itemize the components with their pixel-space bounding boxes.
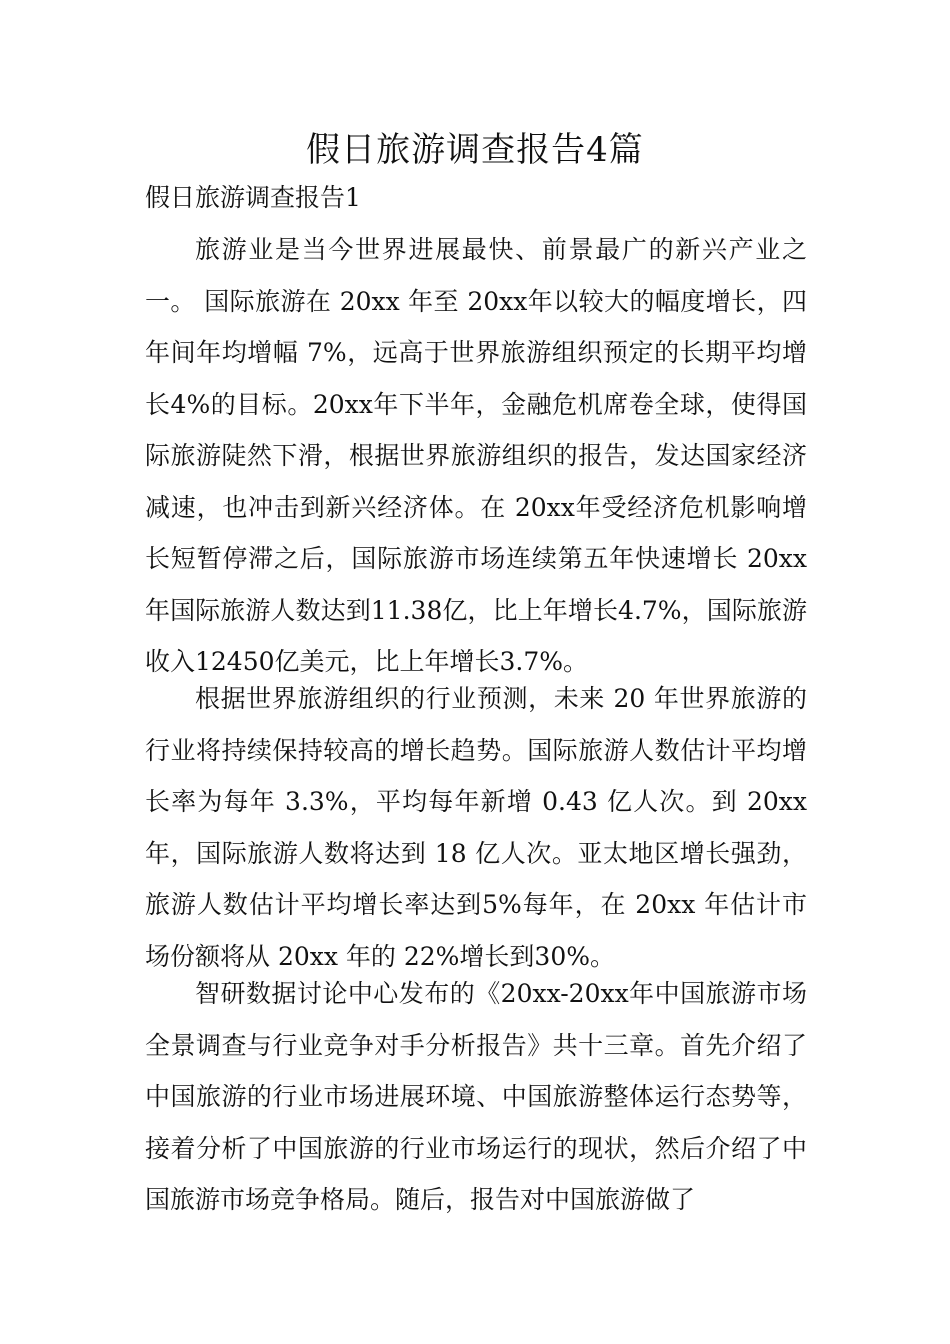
- section-heading: 假日旅游调查报告1: [145, 183, 361, 212]
- document-title: 假日旅游调查报告4篇: [306, 130, 644, 170]
- paragraph-2: 根据世界旅游组织的行业预测，未来 20 年世界旅游的行业将持续保持较高的增长趋势。国际旅游人数估计平均增长率为每年 3.3%，平均每年新增 0.43 亿人次。到 20xx 年，国际旅游人数将达到 18 亿人次。亚太地区增长强劲，旅游人数估计平均增长率达到5%每年，在 20xx 年估计市场份额将从 20xx 年的 22%增长到30%。: [145, 684, 807, 971]
- paragraph-1: 旅游业是当今世界进展最快、前景最广的新兴产业之一。 国际旅游在 20xx 年至 20xx年以较大的幅度增长，四年间年均增幅 7%，远高于世界旅游组织预定的长期平均增长4%的目标。20xx年下半年，金融危机席卷全球，使得国际旅游陡然下滑，根据世界旅游组织的报告，发达国家经济减速，也冲击到新兴经济体。在 20xx年受经济危机影响增长短暂停滞之后，国际旅游市场连续第五年快速增长 20xx年国际旅游人数达到11.38亿，比上年增长4.7%，国际旅游收入12450亿美元，比上年增长3.7%。: [145, 235, 807, 676]
- paragraph-3: 智研数据讨论中心发布的《20xx-20xx年中国旅游市场全景调查与行业竞争对手分析报告》共十三章。首先介绍了中国旅游的行业市场进展环境、中国旅游整体运行态势等，接着分析了中国旅游的行业市场运行的现状，然后介绍了中国旅游市场竞争格局。随后，报告对中国旅游做了: [145, 979, 807, 1214]
